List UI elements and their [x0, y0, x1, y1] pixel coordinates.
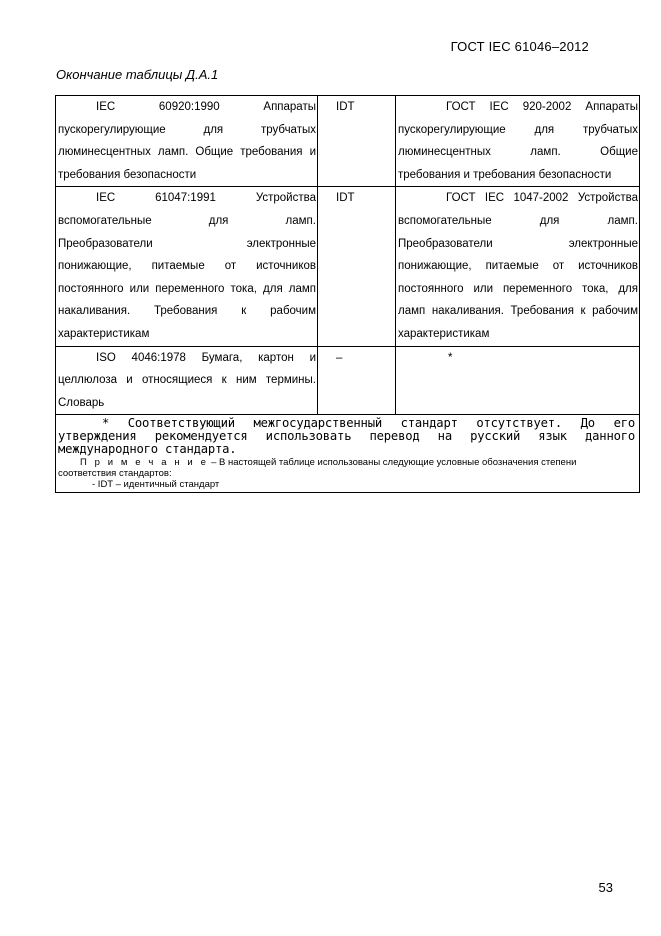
standards-table	[55, 95, 640, 493]
degree-cell: IDT	[318, 96, 396, 187]
legend-item: - IDT – идентичный стандарт	[92, 479, 220, 491]
table-row	[56, 187, 640, 346]
interstate-standard-cell: ГОСТ IEC 1047-2002 Устройства вспомогательные для ламп. Преобразователи электронные понижающие, питаемые от источников постоянного или переменного тока, для ламп накаливания. Требования к рабочим характеристикам	[396, 187, 640, 346]
table-caption: Окончание таблицы Д.А.1	[56, 67, 219, 82]
note	[58, 457, 635, 479]
document-code: ГОСТ IEC 61046–2012	[450, 39, 589, 54]
table-row	[56, 346, 640, 415]
footnote-cell	[56, 415, 640, 493]
international-standard-cell: ISO 4046:1978 Бумага, картон и целлюлоза и относящиеся к ним термины. Словарь	[56, 346, 318, 415]
note-text: – В настоящей таблице использованы следующие условные обозначения степени	[208, 457, 577, 469]
footnote-row	[56, 415, 640, 493]
note-label: П р и м е ч а н и е	[80, 457, 209, 469]
degree-cell: IDT	[318, 187, 396, 346]
international-standard-cell: IEC 60920:1990 Аппараты пускорегулирующие для трубчатых люминесцентных ламп. Общие требования и требования безопасности	[56, 96, 318, 187]
international-standard-cell: IEC 61047:1991 Устройства вспомогательные для ламп. Преобразователи электронные понижающие, питаемые от источников постоянного или переменного тока, для ламп накаливания. Требования к рабочим характеристикам	[56, 187, 318, 346]
table-row	[56, 96, 640, 187]
note-text-continued: соответствия стандартов:	[58, 468, 172, 480]
interstate-standard-cell: ГОСТ IEC 920-2002 Аппараты пускорегулирующие для трубчатых люминесцентных ламп. Общие требования и требования безопасности	[396, 96, 640, 187]
footnote-text: * Соответствующий межгосударственный стандарт отсутствует. До его утверждения рекомендуется использовать перевод на русский язык данного международного стандарта.	[58, 416, 635, 457]
page-number: 53	[598, 880, 613, 895]
footnote-mark-cell: *	[396, 346, 640, 415]
degree-cell: –	[318, 346, 396, 415]
